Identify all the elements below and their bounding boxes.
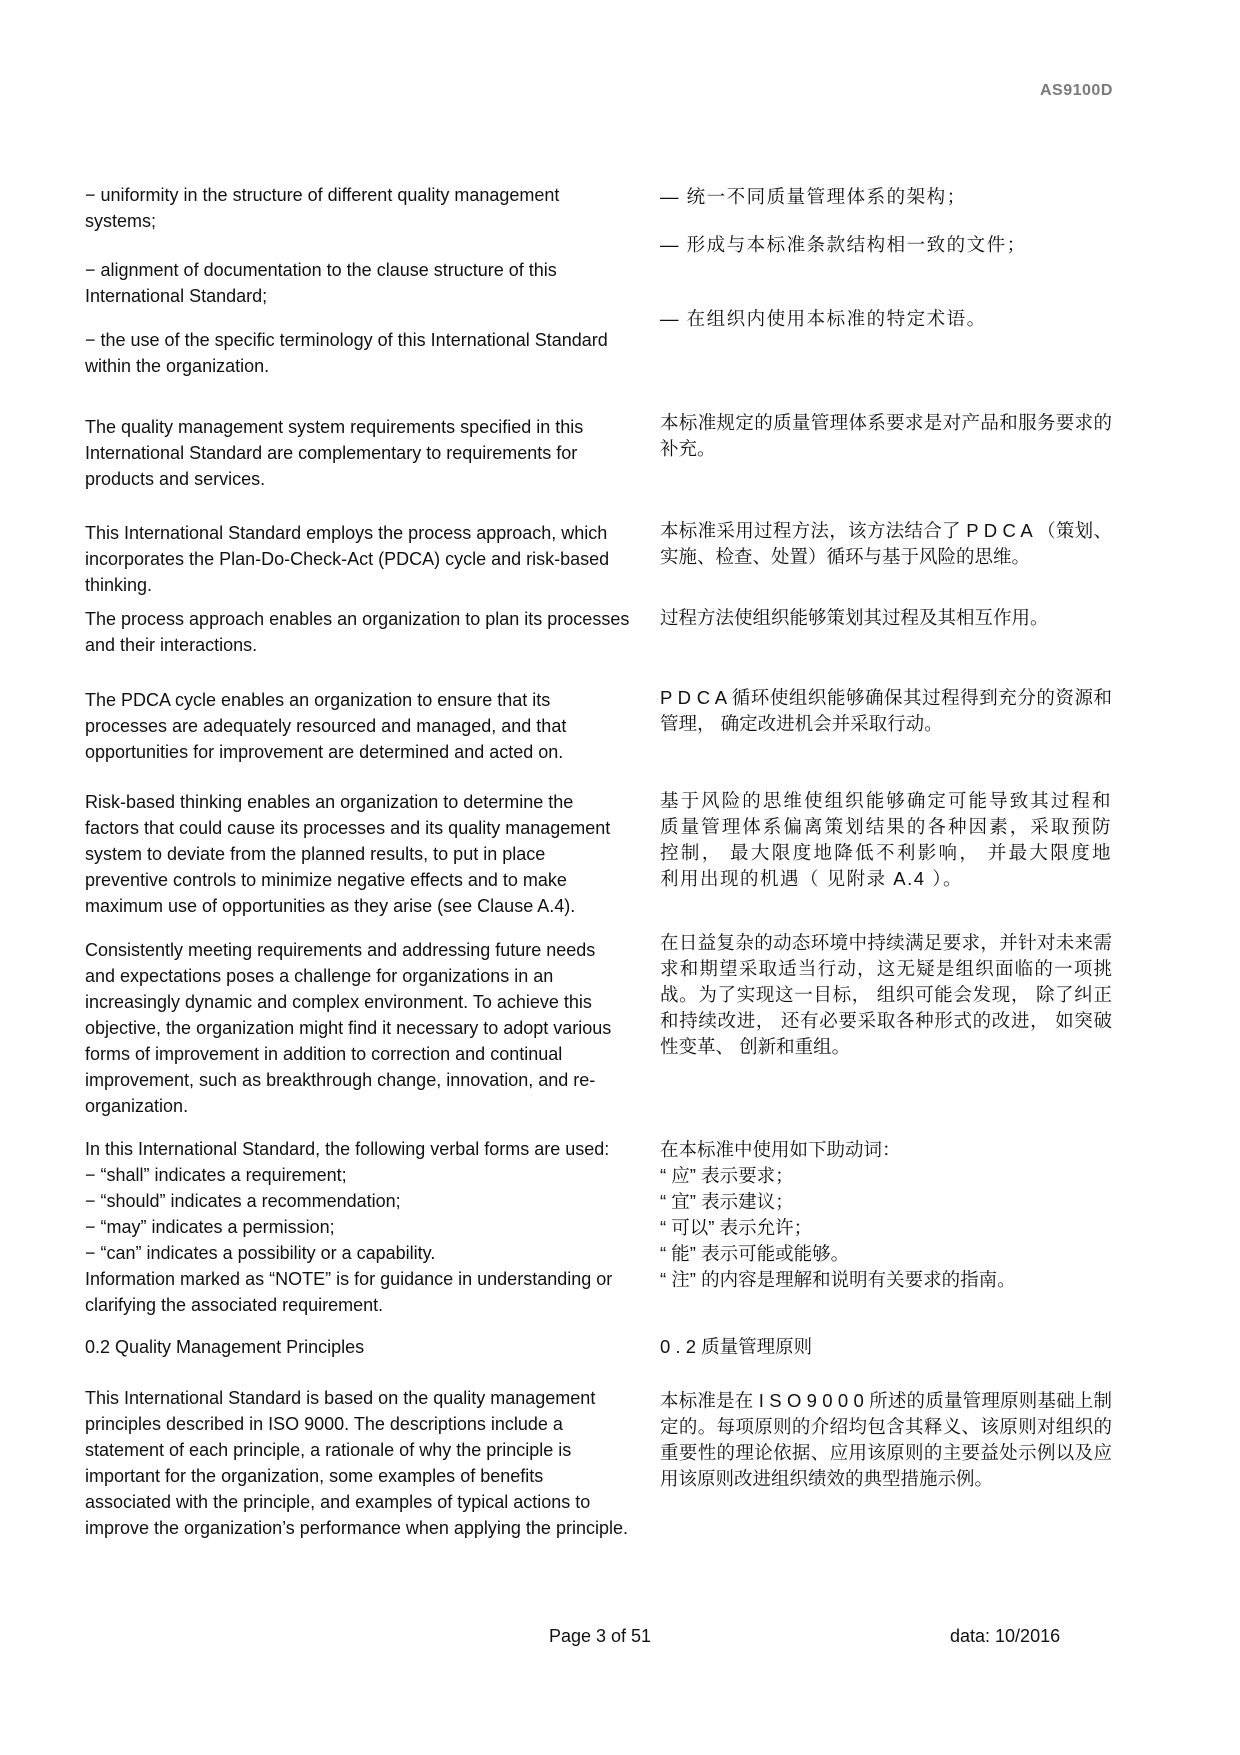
cn-para-risk-based: 基于风险的思维使组织能够确定可能导致其过程和质量管理体系偏离策划结果的各种因素，采取预防控制， 最大限度地降低不利影响， 并最大限度地利用出现的机遇（ 见附录 A.4 ）。 (660, 790, 1112, 889)
en-para-risk-based: Risk-based thinking enables an organization to determine the factors that could cause its processes and its quality management system to deviate from the planned results, to put in place preventive controls to minimize negative effects and to make maximum use of opportunities as they arise (see Clause A.4). (85, 792, 611, 916)
en-bullet-uniformity: − uniformity in the structure of different quality management systems; (85, 185, 560, 231)
cn-bullet-alignment: — 形成与本标准条款结构相一致的文件； (660, 234, 1027, 255)
cn-bullet-uniformity: — 统一不同质量管理体系的架构； (660, 186, 967, 207)
en-verbal-can: − “can” indicates a possibility or a capability. (85, 1243, 436, 1263)
cn-bullet-terminology: — 在组织内使用本标准的特定术语。 (660, 308, 987, 329)
cn-verbal-can: “ 能” 表示可能或能够。 (660, 1243, 850, 1264)
en-para-principles: This International Standard is based on the quality management principles described in ISO 9000. The descriptions include a statement of each principle, a rationale of why the principle is important for the organization, some examples of benefits associated with the principle, and examples of typical actions to improve the organization’s performance when applying the principle. (85, 1388, 628, 1538)
cn-section-heading-02: 0 . 2 质量管理原则 (660, 1336, 813, 1357)
cn-para-principles: 本标准是在 I S O 9 0 0 0 所述的质量管理原则基础上制定的。每项原则的介绍均包含其释义、该原则对组织的重要性的理论依据、应用该原则的主要益处示例以及应用该原则改进组织绩效的典型措施示例。 (660, 1390, 1112, 1489)
doc-code-header: AS9100D (1040, 82, 1113, 99)
en-verbal-shall: − “shall” indicates a requirement; (85, 1165, 347, 1185)
en-verbal-forms-block (85, 1136, 630, 1318)
en-para-process-approach: This International Standard employs the process approach, which incorporates the Plan-Do-Check-Act (PDCA) cycle and risk-based thinking. (85, 523, 610, 595)
cn-para-consistently: 在日益复杂的动态环境中持续满足要求，并针对未来需求和期望采取适当行动，这无疑是组织面临的一项挑战。为了实现这一目标， 组织可能会发现， 除了纠正和持续改进， 还有必要采取各种形式的改进， 如突破性变革、 创新和重组。 (660, 932, 1112, 1057)
cn-para-process-approach: 本标准采用过程方法，该方法结合了 P D C A （策划、实施、检查、处置）循环与基于风险的思维。 (660, 520, 1112, 567)
en-para-pdca-cycle: The PDCA cycle enables an organization to ensure that its processes are adequately resourced and managed, and that opportunities for improvement are determined and acted on. (85, 690, 567, 762)
cn-verbal-shall: “ 应” 表示要求； (660, 1165, 794, 1186)
en-bullet-alignment: − alignment of documentation to the clause structure of this International Standard; (85, 260, 557, 306)
cn-para-qms-requirements: 本标准规定的质量管理体系要求是对产品和服务要求的补充。 (660, 412, 1112, 459)
en-para-process-enables: The process approach enables an organization to plan its processes and their interactions. (85, 609, 630, 655)
en-verbal-should: − “should” indicates a recommendation; (85, 1191, 401, 1211)
footer-date: data: 10/2016 (950, 1626, 1061, 1646)
cn-verbal-should: “ 宜” 表示建议； (660, 1191, 794, 1212)
en-para-consistently: Consistently meeting requirements and addressing future needs and expectations poses a challenge for organizations in an increasingly dynamic and complex environment. To achieve this objective, the organization might find it necessary to adopt various forms of improvement in addition to correction and continual improvement, such as breakthrough change, innovation, and re-organization. (85, 940, 612, 1116)
cn-para-pdca-cycle: P D C A 循环使组织能够确保其过程得到充分的资源和管理， 确定改进机会并采取行动。 (660, 687, 1112, 734)
cn-note-text: “ 注” 的内容是理解和说明有关要求的指南。 (660, 1269, 1016, 1290)
cn-para-process-enables: 过程方法使组织能够策划其过程及其相互作用。 (660, 607, 1049, 628)
footer-page-number: Page 3 of 51 (548, 1626, 652, 1646)
en-verbal-intro: In this International Standard, the following verbal forms are used: (85, 1139, 610, 1159)
cn-verbal-intro: 在本标准中使用如下助动词： (660, 1139, 901, 1160)
en-bullet-terminology: − the use of the specific terminology of this International Standard within the organization. (85, 330, 608, 376)
cn-verbal-may: “ 可以” 表示允许； (660, 1217, 813, 1238)
en-verbal-may: − “may” indicates a permission; (85, 1217, 335, 1237)
en-para-qms-requirements: The quality management system requirements specified in this International Standard are complementary to requirements for products and services. (85, 417, 584, 489)
en-note-text: Information marked as “NOTE” is for guidance in understanding or clarifying the associated requirement. (85, 1269, 613, 1315)
en-section-heading-02: 0.2 Quality Management Principles (85, 1337, 365, 1357)
cn-verbal-forms-block (660, 1137, 1112, 1293)
